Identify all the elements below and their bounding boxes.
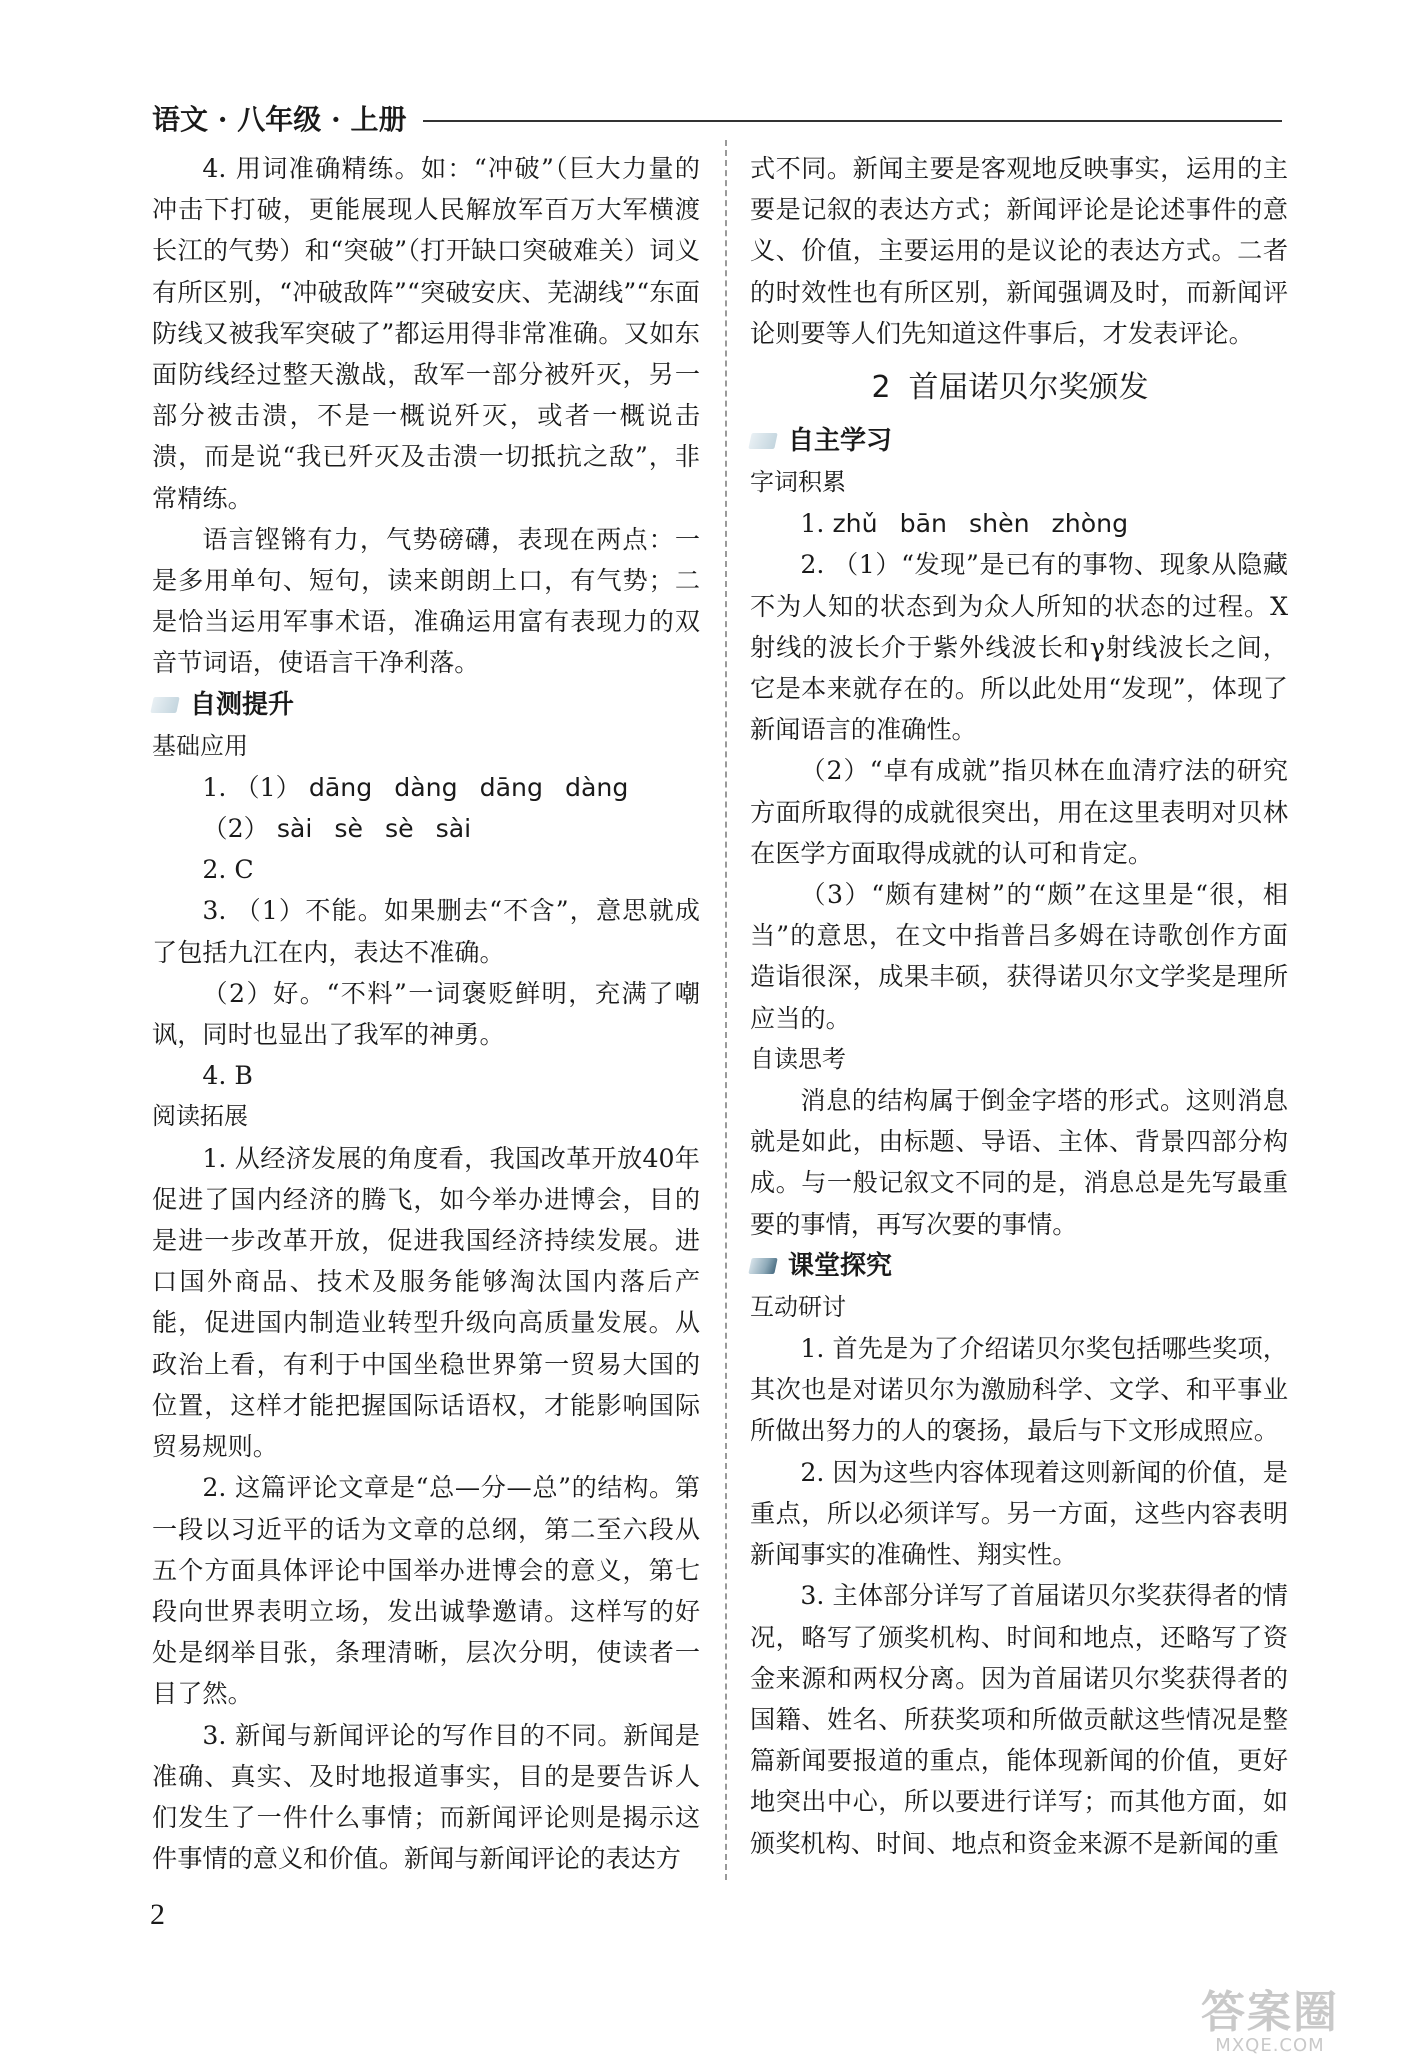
left-column (152, 148, 700, 1879)
right-column (750, 148, 1288, 1864)
pinyin-group: dāng dàng dāng dàng (308, 772, 629, 802)
answer-3-2: （2）好。“不料”一词褒贬鲜明，充满了嘲讽，同时也显出了我军的神勇。 (152, 978, 700, 1050)
answer-1-2: （2） sài sè sè sài (152, 808, 700, 849)
subheading-zici: 字词积累 (750, 468, 846, 497)
vocab-answer-2-2: （2）“卓有成就”指贝林在血清疗法的研究方面所取得的成就很突出，用在这里表明对贝林在医学方面取得成就的认可和肯定。 (750, 756, 1288, 868)
reading-answer-2: 2. 这篇评论文章是“总—分—总”的结构。第一段以习近平的话为文章的总纲，第二至六段从五个方面具体评论中国举办进博会的意义，第七段向世界表明立场，发出诚挚邀请。这样写的好处是纲举目张，条理清晰，层次分明，使读者一目了然。 (152, 1473, 700, 1709)
header-rule (423, 120, 1283, 122)
pinyin-group: zhǔ bān shèn zhòng (832, 509, 1129, 539)
subheading-hudong: 互动研讨 (750, 1292, 846, 1321)
paragraph-word-choice: 4. 用词准确精练。如：“冲破”（巨大力量的冲击下打破，更能展现人民解放军百万大军横渡长江的气势）和“突破”（打开缺口突破难关）词义有所区别，“冲破敌阵”“突破安庆、芜湖线”“东面防线又被我军突破了”都运用得非常准确。又如东面防线经过整天激战，敌军一部分被歼灭，另一部分被击溃，不是一概说歼灭，或者一概说击溃，而是说“我已歼灭及击溃一切抵抗之敌”，非常精练。 (152, 154, 700, 513)
header-title: 语文 · 八年级 · 上册 (152, 103, 407, 136)
pinyin-group: sài sè sè sài (276, 814, 472, 844)
vocab-answer-1: 1. zhǔ bān shèn zhòng (750, 503, 1288, 544)
paragraph-language-style: 语言铿锵有力，气势磅礴，表现在两点：一是多用单句、短句，读来朗朗上口，有气势；二是恰当运用军事术语，准确运用富有表现力的双音节词语，使语言干净利落。 (152, 524, 700, 678)
section-marker-icon (750, 1255, 776, 1277)
discussion-answer-3: 3. 主体部分详写了首届诺贝尔奖获得者的情况，略写了颁奖机构、时间和地点，还略写了资金来源和两权分离。因为首届诺贝尔奖获得者的国籍、姓名、所获奖项和所做贡献这些情况是整篇新闻要报道的重点，能体现新闻的价值，更好地突出中心，所以要进行详写；而其他方面，如颁奖机构、时间、地点和资金来源不是新闻的重 (750, 1581, 1288, 1858)
answer-1-1: 1. （1） dāng dàng dāng dàng (152, 767, 700, 808)
answer-3-1: 3. （1）不能。如果删去“不含”，意思就成了包括九江在内，表达不准确。 (152, 896, 700, 967)
running-header (152, 98, 1282, 138)
section-heading-ketang: 课堂探究 (750, 1245, 1288, 1287)
subheading-jichu: 基础应用 (152, 731, 248, 760)
answer-4: 4. B (202, 1061, 253, 1091)
section-marker-icon (152, 694, 178, 716)
section-heading-zice: 自测提升 (152, 684, 700, 726)
page-number: 2 (150, 1898, 165, 1931)
subheading-yuedu: 阅读拓展 (152, 1102, 248, 1131)
watermark-url: MXQE.COM (1215, 2035, 1325, 2056)
discussion-answer-1: 1. 首先是为了介绍诺贝尔奖包括哪些奖项，其次也是对诺贝尔为激励科学、文学、和平事业所做出努力的人的褒扬，最后与下文形成照应。 (750, 1334, 1288, 1446)
article-number: 2 (871, 370, 891, 406)
section-heading-zizhu: 自主学习 (750, 420, 1288, 462)
reading-answer-3-continued: 式不同。新闻主要是客观地反映事实，运用的主要是记叙的表达方式；新闻评论是论述事件的意义、价值，主要运用的是议论的表达方式。二者的时效性也有所区别，新闻强调及时，而新闻评论则要等人们先知道这件事后，才发表评论。 (750, 154, 1288, 348)
reading-answer-1: 1. 从经济发展的角度看，我国改革开放40年促进了国内经济的腾飞，如今举办进博会，目的是进一步改革开放，促进我国经济持续发展。进口国外商品、技术及服务能够淘汰国内落后产能，促进国内制造业转型升级向高质量发展。从政治上看，有利于中国坐稳世界第一贸易大国的位置，这样才能把握国际话语权，才能影响国际贸易规则。 (152, 1143, 700, 1462)
reading-answer-3: 3. 新闻与新闻评论的写作目的不同。新闻是准确、真实、及时地报道事实，目的是要告诉人们发生了一件什么事情；而新闻评论则是揭示这件事情的意义和价值。新闻与新闻评论的表达方 (152, 1720, 700, 1874)
vocab-answer-2-3: （3）“颇有建树”的“颇”在这里是“很，相当”的意思，在文中指普吕多姆在诗歌创作方面造诣很深，成果丰硕，获得诺贝尔文学奖是理所应当的。 (750, 880, 1288, 1033)
article-title-text: 首届诺贝尔奖颁发 (908, 370, 1149, 406)
subheading-zidu: 自读思考 (750, 1044, 846, 1073)
self-reading-answer: 消息的结构属于倒金字塔的形式。这则消息就是如此，由标题、导语、主体、背景四部分构成。与一般记叙文不同的是，消息总是先写最重要的事情，再写次要的事情。 (750, 1086, 1288, 1239)
discussion-answer-2: 2. 因为这些内容体现着这则新闻的价值，是重点，所以必须详写。另一方面，这些内容表明新闻事实的准确性、翔实性。 (750, 1457, 1288, 1570)
vocab-answer-2-1: 2. （1）“发现”是已有的事物、现象从隐藏不为人知的状态到为众人所知的状态的过程。X射线的波长介于紫外线波长和γ射线波长之间，它是本来就存在的。所以此处用“发现”，体现了新闻语言的准确性。 (750, 550, 1288, 745)
answer-2: 2. C (202, 855, 254, 885)
watermark-text: 答案圈 (1201, 1987, 1339, 2038)
column-divider (725, 140, 727, 1880)
section-marker-icon (750, 430, 776, 452)
article-title (750, 362, 1288, 414)
watermark-logo (1140, 1988, 1400, 2058)
